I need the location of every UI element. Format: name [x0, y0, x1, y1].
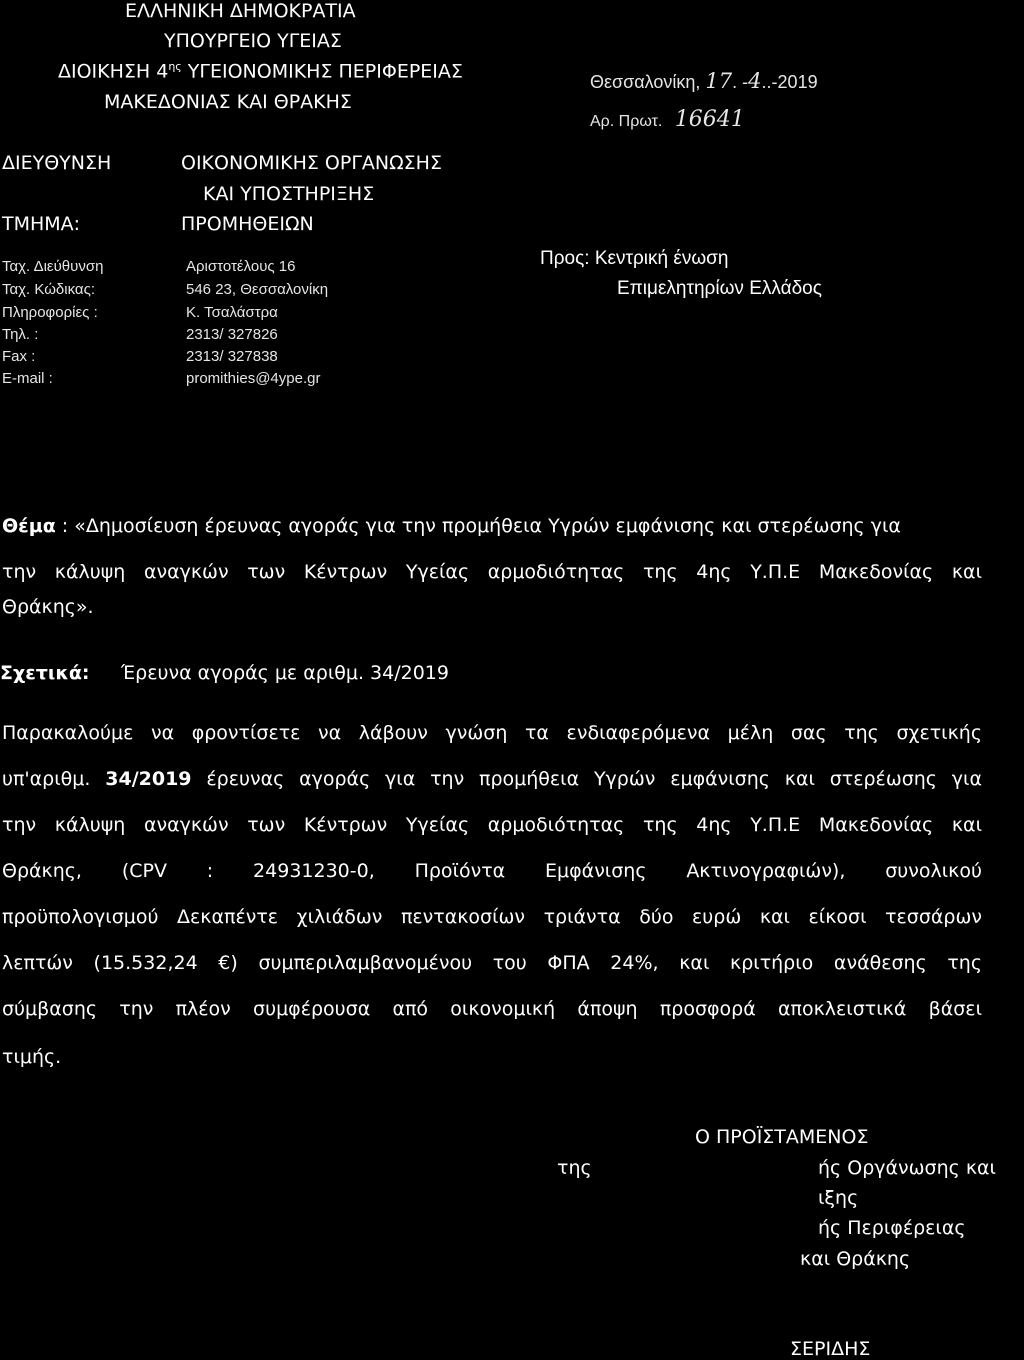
- subject-label: Θέμα: [2, 515, 56, 537]
- signature-tis: της: [557, 1157, 592, 1179]
- subject-line-1: [2, 515, 982, 537]
- subject-text-1: : «Δημοσίευση έρευνας αγοράς για την προμήθεια Υγρών εμφάνισης και στερέωσης για: [55, 515, 901, 537]
- date-day: 17: [705, 69, 733, 93]
- related-label: Σχετικά:: [0, 662, 90, 684]
- signature-role-4: και Θράκης: [800, 1248, 911, 1270]
- recipient-label: Προς:: [540, 248, 590, 269]
- body-line-6: λεπτών (15.532,24 €) συμπεριλαμβανομένου του ΦΠΑ 24%, και κριτήριο ανάθεσης της: [2, 952, 982, 974]
- contact-value-postcode: 546 23, Θεσσαλονίκη: [186, 281, 329, 298]
- body-line-2: [2, 768, 982, 790]
- protocol-line: [590, 107, 745, 132]
- contact-value-email: promithies@4ype.gr: [186, 370, 321, 387]
- contact-label-info: Πληροφορίες :: [2, 304, 98, 321]
- signature-role-3: ής Περιφέρειας: [818, 1217, 966, 1239]
- signature-role-2: ιξης: [818, 1187, 859, 1209]
- contact-value-info: Κ. Τσαλάστρα: [186, 304, 278, 321]
- signature-name: ΣΕΡΙΔΗΣ: [790, 1338, 871, 1360]
- direction-value-1: ΟΙΚΟΝΟΜΙΚΗΣ ΟΡΓΑΝΩΣΗΣ: [181, 152, 442, 174]
- direction-label: ΔΙΕΥΘΥΝΣΗ: [2, 152, 112, 174]
- body-line-8: τιμής.: [2, 1046, 62, 1068]
- recipient-line-1: [540, 248, 728, 270]
- subject-line-2: την κάλυψη αναγκών των Κέντρων Υγείας αρμοδιότητας της 4ης Υ.Π.Ε Μακεδονίας και: [2, 561, 982, 583]
- header-line-4: ΜΑΚΕΔΟΝΙΑΣ ΚΑΙ ΘΡΑΚΗΣ: [104, 91, 352, 113]
- contact-label-email: E-mail :: [2, 370, 53, 387]
- recipient-name-1: Κεντρική ένωση: [594, 248, 729, 269]
- body-line-2-post: έρευνας αγοράς για την προμήθεια Υγρών εμφάνισης και στερέωσης για: [191, 768, 982, 790]
- related-value: Έρευνα αγοράς με αριθμ. 34/2019: [121, 662, 449, 684]
- date-month: 4: [748, 69, 762, 93]
- contact-label-fax: Fax :: [2, 348, 36, 365]
- header-line-3-pre: ΔΙΟΙΚΗΣΗ 4: [58, 60, 169, 83]
- date-year: -2019: [771, 72, 818, 92]
- signature-role-1: ής Οργάνωσης και: [818, 1157, 996, 1179]
- body-line-5: προϋπολογισμού Δεκαπέντε χιλιάδων πεντακοσίων τριάντα δύο ευρώ και είκοσι τεσσάρων: [2, 906, 982, 928]
- protocol-number: 16641: [674, 107, 745, 132]
- contact-value-phone: 2313/ 327826: [186, 326, 278, 343]
- subject-line-3: Θράκης».: [2, 596, 94, 618]
- contact-label-address: Ταχ. Διεύθυνση: [2, 258, 104, 275]
- section-value: ΠΡΟΜΗΘΕΙΩΝ: [181, 213, 314, 235]
- section-label: ΤΜΗΜΑ:: [2, 213, 81, 235]
- body-line-3: την κάλυψη αναγκών των Κέντρων Υγείας αρμοδιότητας της 4ης Υ.Π.Ε Μακεδονίας και: [2, 814, 982, 836]
- header-line-3-post: ΥΓΕΙΟΝΟΜΙΚΗΣ ΠΕΡΙΦΕΡΕΙΑΣ: [181, 60, 463, 83]
- direction-value-2: ΚΑΙ ΥΠΟΣΤΗΡΙΞΗΣ: [203, 183, 375, 205]
- body-line-7: σύμβασης την πλέον συμφέρουσα από οικονομική άποψη προσφορά αποκλειστικά βάσει: [2, 998, 982, 1020]
- body-line-1: Παρακαλούμε να φροντίσετε να λάβουν γνώση τα ενδιαφερόμενα μέλη σας της σχετικής: [2, 722, 982, 744]
- date-place: Θεσσαλονίκη,: [590, 72, 701, 92]
- body-line-2-pre: υπ'αριθμ.: [2, 768, 106, 790]
- header-line-2: ΥΠΟΥΡΓΕΙΟ ΥΓΕΙΑΣ: [164, 30, 342, 52]
- contact-label-postcode: Ταχ. Κώδικας:: [2, 281, 95, 298]
- date-line: Θεσσαλονίκη, 17. -4..-2019: [590, 69, 818, 93]
- contact-label-phone: Τηλ. :: [2, 326, 39, 343]
- recipient-line-2: Επιμελητηρίων Ελλάδος: [617, 278, 822, 299]
- body-line-2-bold: 34/2019: [105, 768, 192, 790]
- signature-title: Ο ΠΡΟΪΣΤΑΜΕΝΟΣ: [695, 1126, 869, 1148]
- protocol-label: Αρ. Πρωτ.: [590, 113, 663, 130]
- header-line-1: ΕΛΛΗΝΙΚΗ ΔΗΜΟΚΡΑΤΙΑ: [125, 0, 356, 22]
- contact-value-address: Αριστοτέλους 16: [186, 258, 296, 275]
- body-line-4: Θράκης, (CPV : 24931230-0, Προϊόντα Εμφάνισης Ακτινογραφιών), συνολικού: [2, 860, 982, 882]
- contact-value-fax: 2313/ 327838: [186, 348, 278, 365]
- header-line-3-sup: ης: [168, 60, 182, 73]
- header-line-3: [58, 60, 463, 82]
